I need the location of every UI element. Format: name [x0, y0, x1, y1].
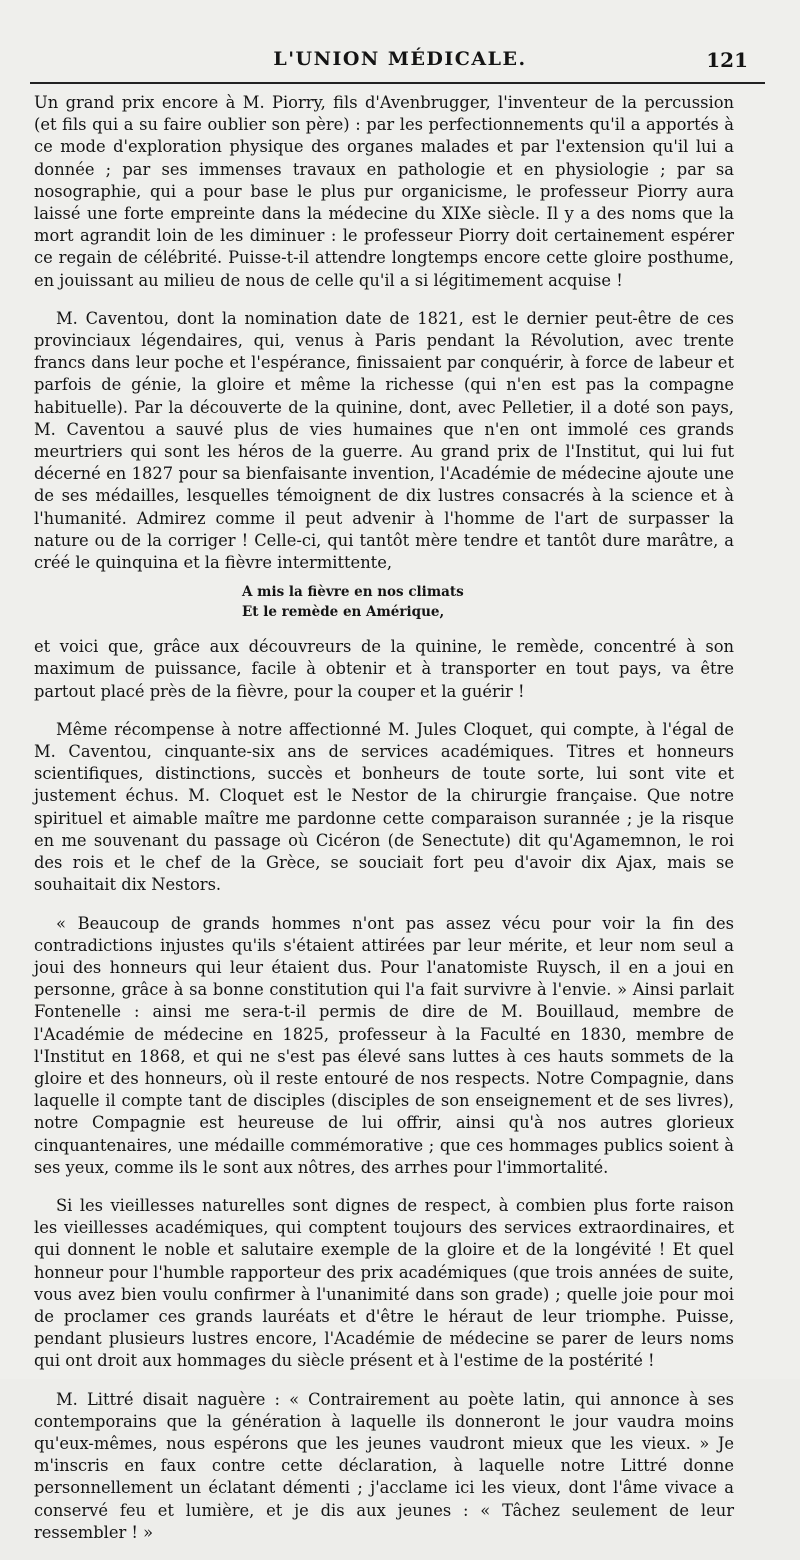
- paragraph-bouillaud: « Beaucoup de grands hommes n'ont pas assez vécu pour voir la fin des contradictions injustes qu'ils s'étaient attirées par leur mérite, et leur nom seul a joui des honneurs qui leur étaient dus. Pour l'anatomiste Ruysch, il en a joui en personne, grâce à sa bonne constitution qui l'a fait survivre à l'envie. » Ainsi parlait Fontenelle : ainsi me sera-t-il permis de dire de M. Bouillaud, membre de l'Académie de médecine en 1825, professeur à la Faculté en 1830, membre de l'Institut en 1868, et qui ne s'est pas élevé sans luttes à ces hauts sommets de la gloire et des honneurs, où il reste entouré de nos respects. Notre Compagnie, dans laquelle il compte tant de disciples (disciples de son enseignement et de ses livres), notre Compagnie est heureuse de lui offrir, ainsi qu'à nos autres glorieux cinquantenaires, une médaille commémorative ; que ces hommages publics soient à ses yeux, comme ils le sont aux nôtres, des arrhes pour l'immortalité.: [34, 913, 734, 1177]
- paragraph-vieillesses: Si les vieillesses naturelles sont dignes de respect, à combien plus forte raison les vieillesses académiques, qui comptent toujours des services extraordinaires, et qui donnent le noble et salutaire exemple de la gloire et de la longévité ! Et quel honneur pour l'humble rapporteur des prix académiques (que trois années de suite, vous avez bien voulu confirmer à l'unanimité dans son grade) ; quelle joie pour moi de proclamer ces grands lauréats et d'être le héraut de leur triomphe. Puisse, pendant plusieurs lustres encore, l'Académie de médecine se parer de leurs noms qui ont droit aux hommages du siècle présent et à l'estime de la postérité !: [34, 1195, 734, 1371]
- paragraph-littre: M. Littré disait naguère : « Contrairement au poète latin, qui annonce à ses contemporains que la génération à laquelle ils donneront le jour vaudra moins qu'eux-mêmes, nous espérons que les jeunes vaudront mieux que les vieux. » Je m'inscris en faux contre cette déclaration, à laquelle notre Littré donne personnellement un éclatant démenti ; j'acclame ici les vieux, dont l'âme vivace a conservé feu et lumière, et je dis aux jeunes : « Tâchez seulement de leur ressembler ! »: [34, 1389, 734, 1542]
- header-rule: [30, 82, 765, 84]
- verse-line-2: Et le remède en Amérique,: [242, 604, 445, 621]
- page-header: [40, 44, 760, 76]
- running-title: L'UNION MÉDICALE.: [273, 48, 527, 70]
- page-number: 121: [706, 48, 748, 72]
- paragraph-piorry: Un grand prix encore à M. Piorry, fils d'Avenbrugger, l'inventeur de la percussion (et fils qui a su faire oublier son père) : par les perfectionnements qu'il a apportés à ce mode d'exploration physique des organes malades et par l'extension qu'il lui a donnée ; par ses immenses travaux en pathologie et en physiologie ; par sa nosographie, qui a pour base le plus pur organicisme, le professeur Piorry aura laissé une forte empreinte dans la médecine du XIXe siècle. Il y a des noms que la mort agrandit loin de les diminuer : le professeur Piorry doit certainement espérer ce regain de célébrité. Puisse-t-il attendre longtemps encore cette gloire posthume, en jouissant au milieu de nous de celle qu'il a si légitimement acquise !: [34, 93, 734, 290]
- verse-line-1: A mis la fièvre en nos climats: [242, 584, 464, 601]
- paragraph-caventou-continued: et voici que, grâce aux découvreurs de la quinine, le remède, concentré à son maximum de puissance, facile à obtenir et à transporter en tout pays, va être partout placé près de la fièvre, pour la couper et la guérir !: [34, 637, 734, 701]
- paragraph-caventou: M. Caventou, dont la nomination date de 1821, est le dernier peut-être de ces provinciaux légendaires, qui, venus à Paris pendant la Révolution, avec trente francs dans leur poche et l'espérance, finissaient par conquérir, à force de labeur et parfois de génie, la gloire et même la richesse (qui n'en est pas la compagne habituelle). Par la découverte de la quinine, dont, avec Pelletier, il a doté son pays, M. Caventou a sauvé plus de vies humaines que n'en ont immolé ces grands meurtriers qui sont les héros de la guerre. Au grand prix de l'Institut, qui lui fut décerné en 1827 pour sa bienfaisante invention, l'Académie de médecine ajoute une de ses médailles, lesquelles témoignent de dix lustres consacrés à la science et à l'humanité. Admirez comme il peut advenir à l'homme de l'art de surpasser la nature ou de la corriger ! Celle-ci, qui tantôt mère tendre et tantôt dure marâtre, a créé le quinquina et la fièvre intermittente,: [34, 308, 734, 573]
- article-body: [34, 92, 734, 1560]
- paragraph-cloquet: Même récompense à notre affectionné M. Jules Cloquet, qui compte, à l'égal de M. Caventou, cinquante-six ans de services académiques. Titres et honneurs scientifiques, distinctions, succès et bonheurs de toute sorte, lui sont vite et justement échus. M. Cloquet est le Nestor de la chirurgie française. Que notre spirituel et aimable maître me pardonne cette comparaison surannée ; je la risque en me souvenant du passage où Cicéron (de Senectute) dit qu'Agamemnon, le roi des rois et le chef de la Grèce, se souciait fort peu d'avoir dix Ajax, mais se souhaitait dix Nestors.: [34, 719, 734, 895]
- verse-quote: [34, 582, 734, 622]
